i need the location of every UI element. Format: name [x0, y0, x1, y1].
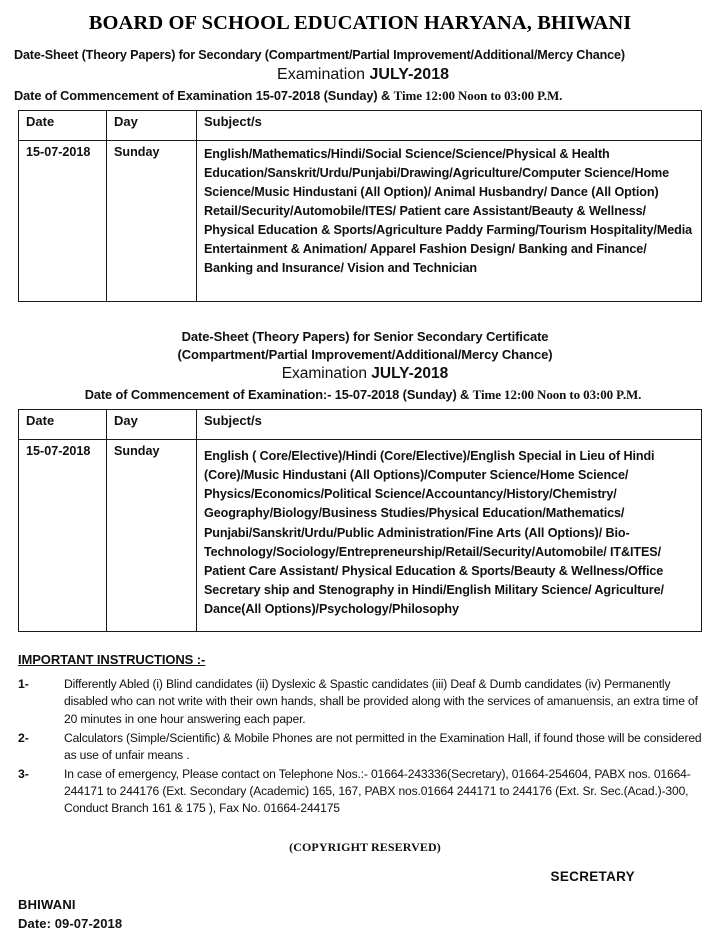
instructions-title: IMPORTANT INSTRUCTIONS :- — [18, 652, 206, 668]
senior-exam-label: Examination — [281, 365, 372, 383]
instruction-number: 2- — [18, 730, 29, 745]
instruction-item — [18, 730, 702, 764]
instruction-text: Calculators (Simple/Scientific) & Mobile Phones are not permitted in the Examination Hall, if found those will be considered as use of unfair means . — [64, 730, 702, 762]
footer-place: BHIWANI — [18, 896, 76, 912]
table-header-row — [19, 110, 702, 140]
instruction-text: Differently Abled (i) Blind candidates (ii) Dyslexic & Spastic candidates (iii) Deaf & Dumb candidates (iv) Permanently disabled who can not write with their own hands, shall be provided along with the services of amanuensis, an extra time of 20 minutes in one hour answering each paper. — [64, 677, 698, 726]
table-header-row — [19, 409, 702, 439]
senior-secondary-header-block — [0, 328, 720, 405]
secondary-commencement-prefix: Date of Commencement of Examination 15-07-2018 (Sunday) & — [14, 88, 394, 104]
instruction-text: In case of emergency, Please contact on Telephone Nos.:- 01664-243336(Secretary), 01664-254604, PABX nos. 01664- 244171 to 244176 (Ext. Secondary (Academic) 165, 167, PABX nos.01664 244171 to 244176 (Ext. Sr. Sec.(Acad.)-300, Conduct Branch 161 & 175 ), Fax No. 01664-244175 — [64, 767, 691, 816]
senior-commencement-suffix: P.M. — [616, 387, 642, 403]
cell-subjects: English ( Core/Elective)/Hindi (Core/Elective)/English Special in Lieu of Hindi (Core)/Music Hindustani (All Options)/Computer Science/Home Science/ Physics/Economics/Political Science/Accountancy/History/Chemistry/ Geography/Biology/Business Studies/Physical Education/Mathematics/ Punjabi/Sanskrit/Urdu/Public Administration/Fine Arts (All Options)/ Bio-Technology/Sociology/Entrepreneurship/Retail/Security/Automobile/ IT&ITES/ Patient Care Assistant/ Physical Education & Sports/Beauty & Wellness/Office Secretary ship and Stenography in Hindi/English Military Science/ Agriculture/ Dance(All Options)/Psychology/Philosophy — [197, 439, 702, 631]
secondary-exam-label: Examination — [277, 66, 370, 83]
senior-commencement-prefix: Date of Commencement of Examination:- 15-07-2018 (Sunday) & — [84, 387, 473, 403]
footer-block — [0, 869, 720, 935]
senior-examination-line — [14, 363, 706, 385]
column-header-subjects: Subject/s — [197, 409, 702, 439]
secondary-exam-value: JULY-2018 — [369, 66, 449, 83]
cell-day: Sunday — [107, 439, 197, 631]
senior-heading-line1: Date-Sheet (Theory Papers) for Senior Secondary Certificate — [181, 328, 549, 344]
secondary-examination-line — [14, 64, 706, 86]
column-header-date: Date — [19, 110, 107, 140]
secondary-commencement-suffix: P.M. — [537, 88, 563, 104]
table-row — [19, 439, 702, 631]
secondary-commencement-time: Time 12:00 Noon to 03:00 — [393, 88, 538, 104]
senior-heading-line2: (Compartment/Partial Improvement/Additional/Mercy Chance) — [177, 346, 553, 362]
document-page — [0, 12, 720, 931]
senior-commencement-line — [14, 386, 706, 405]
secondary-datesheet-table — [18, 110, 702, 302]
footer-date: Date: 09-07-2018 — [18, 915, 123, 931]
senior-commencement-time: Time 12:00 Noon to 03:00 — [472, 387, 617, 403]
important-instructions-section — [0, 652, 720, 817]
instruction-item — [18, 766, 702, 818]
page-title: BOARD OF SCHOOL EDUCATION HARYANA, BHIWANI — [88, 12, 632, 34]
secondary-heading-line1: Date-Sheet (Theory Papers) for Secondary (Compartment/Partial Improvement/Additional/Mercy Chance) — [14, 48, 625, 62]
senior-secondary-datesheet-table — [18, 409, 702, 632]
table-row — [19, 140, 702, 301]
secondary-commencement-line — [14, 87, 706, 105]
column-header-day: Day — [107, 110, 197, 140]
senior-exam-value: JULY-2018 — [371, 365, 449, 383]
instruction-item — [18, 676, 702, 728]
cell-subjects: English/Mathematics/Hindi/Social Science/Science/Physical & Health Education/Sanskrit/Urdu/Punjabi/Drawing/Agriculture/Computer Science/Home Science/Music Hindustani (All Option)/ Animal Husbandry/ Dance (All Option) Retail/Security/Automobile/ITES/ Patient care Assistant/Beauty & Wellness/ Physical Education & Sports/Agriculture Paddy Farming/Tourism Hospitality/Media Entertainment & Animation/ Apparel Fashion Design/ Banking and Finance/ Banking and Insurance/ Vision and Technician — [197, 140, 702, 301]
instruction-number: 3- — [18, 767, 29, 782]
column-header-date: Date — [19, 409, 107, 439]
secondary-header-block — [0, 47, 720, 106]
cell-date: 15-07-2018 — [19, 439, 107, 631]
signature-secretary: SECRETARY — [550, 868, 635, 884]
cell-day: Sunday — [107, 140, 197, 301]
instruction-number: 1- — [18, 677, 29, 692]
cell-date: 15-07-2018 — [19, 140, 107, 301]
copyright-notice: (COPYRIGHT RESERVED) — [289, 839, 441, 854]
column-header-day: Day — [107, 409, 197, 439]
column-header-subjects: Subject/s — [197, 110, 702, 140]
